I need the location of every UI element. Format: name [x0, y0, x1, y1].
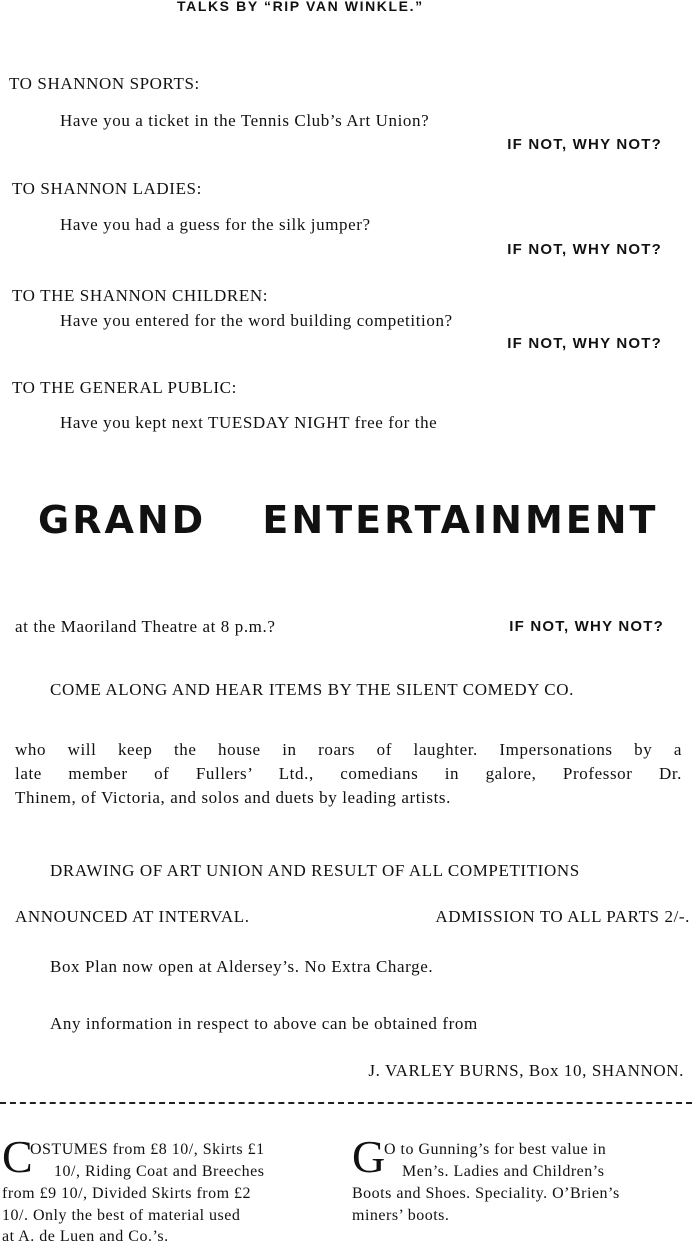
section-ladies-question: Have you had a guess for the silk jumper? — [60, 215, 371, 234]
info-line: Any information in respect to above can be obtained from — [50, 1014, 478, 1033]
page-title: TALKS BY “RIP VAN WINKLE.” — [177, 0, 424, 14]
section-sports-tag: IF NOT, WHY NOT? — [507, 136, 662, 153]
section-ladies-tag: IF NOT, WHY NOT? — [507, 241, 662, 258]
description-line-1: who will keep the house in roars of laughter. Impersonations by a — [15, 740, 682, 759]
gunnings-ad-line: Boots and Shoes. Speciality. O’Brien’s — [352, 1185, 620, 1202]
box-plan-line: Box Plan now open at Aldersey’s. No Extra Charge. — [50, 957, 434, 976]
section-sports-heading: TO SHANNON SPORTS: — [9, 74, 200, 93]
contact-line: J. VARLEY BURNS, Box 10, SHANNON. — [368, 1061, 684, 1080]
drawing-line-2: ANNOUNCED AT INTERVAL. — [15, 907, 250, 926]
section-public-question: Have you kept next TUESDAY NIGHT free for the — [60, 413, 438, 432]
drawing-line-1: DRAWING OF ART UNION AND RESULT OF ALL COMPETITIONS — [50, 861, 580, 880]
section-sports-question: Have you a ticket in the Tennis Club’s Art Union? — [60, 111, 430, 130]
section-ladies-heading: TO SHANNON LADIES: — [12, 179, 202, 198]
gunnings-ad-initial: G — [352, 1131, 386, 1182]
costumes-ad-line: 10/, Riding Coat and Breeches — [54, 1163, 265, 1180]
admission-line: ADMISSION TO ALL PARTS 2/-. — [435, 907, 690, 926]
costumes-ad-line: OSTUMES from £8 10/, Skirts £1 — [30, 1141, 265, 1158]
section-children-heading: TO THE SHANNON CHILDREN: — [12, 286, 269, 305]
gunnings-ad-line: Men’s. Ladies and Children’s — [402, 1163, 605, 1180]
venue-text: at the Maoriland Theatre at 8 p.m.? — [15, 617, 276, 636]
venue-tag: IF NOT, WHY NOT? — [509, 618, 664, 635]
headline: GRAND ENTERTAINMENT — [38, 498, 659, 542]
gunnings-ad-line: O to Gunning’s for best value in — [384, 1141, 607, 1158]
costumes-ad-line: from £9 10/, Divided Skirts from £2 — [2, 1185, 252, 1202]
section-children-question: Have you entered for the word building competition? — [60, 311, 453, 330]
costumes-ad-line: at A. de Luen and Co.’s. — [2, 1228, 169, 1245]
costumes-ad-initial: C — [2, 1131, 33, 1182]
description-line-3: Thinem, of Victoria, and solos and duets by leading artists. — [15, 788, 451, 807]
description-line-2: late member of Fullers’ Ltd., comedians in galore, Professor Dr. — [15, 764, 682, 783]
come-along-line: COME ALONG AND HEAR ITEMS BY THE SILENT COMEDY CO. — [50, 680, 574, 699]
costumes-ad-line: 10/. Only the best of material used — [2, 1207, 241, 1224]
gunnings-ad-line: miners’ boots. — [352, 1207, 450, 1224]
divider-rule — [0, 1102, 692, 1104]
section-public-heading: TO THE GENERAL PUBLIC: — [12, 378, 237, 397]
section-children-tag: IF NOT, WHY NOT? — [507, 335, 662, 352]
